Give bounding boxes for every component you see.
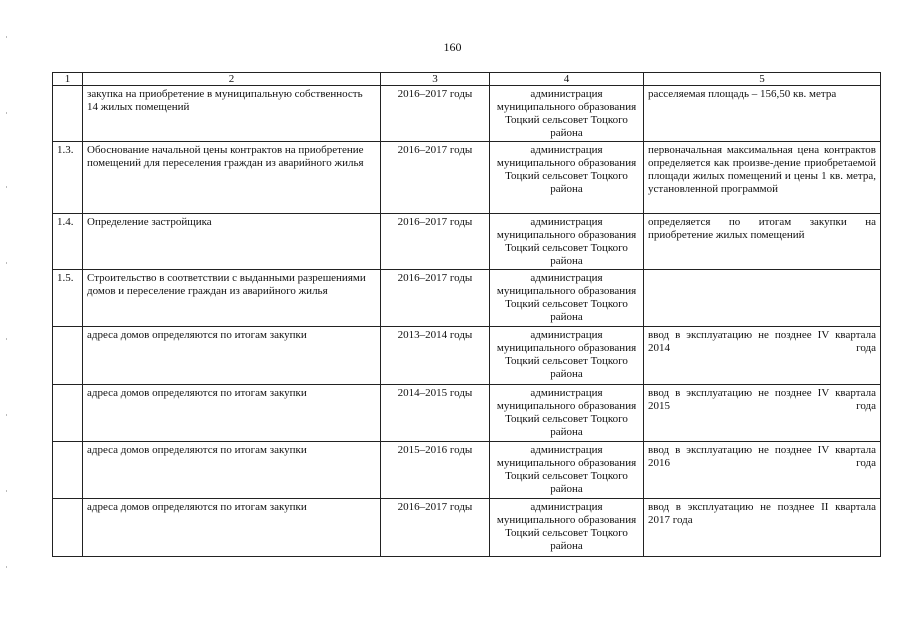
task-cell: адреса домов определяются по итогам закупки bbox=[83, 327, 381, 385]
result-cell bbox=[644, 270, 881, 327]
item-number: 1.3. bbox=[53, 142, 83, 214]
result-cell: первоначальная максимальная цена контрактов определяется как произве-дение приобретаемой площади жилых помещений и цены 1 кв. метра, установленной программой bbox=[644, 142, 881, 214]
column-header: 5 bbox=[644, 73, 881, 86]
executor-cell: администрация муниципального образования Тоцкий сельсовет Тоцкого района bbox=[490, 142, 644, 214]
measures-table bbox=[52, 72, 881, 557]
period-cell: 2015–2016 годы bbox=[381, 442, 490, 499]
task-cell: адреса домов определяются по итогам закупки bbox=[83, 385, 381, 442]
period-cell: 2016–2017 годы bbox=[381, 499, 490, 557]
task-cell: закупка на приобретение в муниципальную собственность 14 жилых помещений bbox=[83, 86, 381, 142]
scan-edge-marks bbox=[6, 0, 10, 640]
column-header: 3 bbox=[381, 73, 490, 86]
executor-cell: администрация муниципального образования Тоцкий сельсовет Тоцкого района bbox=[490, 214, 644, 270]
task-cell: Определение застройщика bbox=[83, 214, 381, 270]
period-cell: 2016–2017 годы bbox=[381, 86, 490, 142]
task-cell: адреса домов определяются по итогам закупки bbox=[83, 442, 381, 499]
item-number: 1.4. bbox=[53, 214, 83, 270]
period-cell: 2016–2017 годы bbox=[381, 142, 490, 214]
column-header: 1 bbox=[53, 73, 83, 86]
executor-cell: администрация муниципального образования Тоцкий сельсовет Тоцкого района bbox=[490, 499, 644, 557]
result-cell: ввод в эксплуатацию не позднее IV квартала 2016 года bbox=[644, 442, 881, 499]
executor-cell: администрация муниципального образования Тоцкий сельсовет Тоцкого района bbox=[490, 442, 644, 499]
item-number bbox=[53, 327, 83, 385]
table-row bbox=[53, 327, 881, 385]
result-cell: ввод в эксплуатацию не позднее II квартала 2017 года bbox=[644, 499, 881, 557]
executor-cell: администрация муниципального образования Тоцкий сельсовет Тоцкого района bbox=[490, 385, 644, 442]
item-number bbox=[53, 442, 83, 499]
table-row bbox=[53, 270, 881, 327]
result-cell: ввод в эксплуатацию не позднее IV квартала 2014 года bbox=[644, 327, 881, 385]
executor-cell: администрация муниципального образования Тоцкий сельсовет Тоцкого района bbox=[490, 86, 644, 142]
task-cell: адреса домов определяются по итогам закупки bbox=[83, 499, 381, 557]
period-cell: 2014–2015 годы bbox=[381, 385, 490, 442]
table-row bbox=[53, 86, 881, 142]
executor-cell: администрация муниципального образования Тоцкий сельсовет Тоцкого района bbox=[490, 270, 644, 327]
period-cell: 2013–2014 годы bbox=[381, 327, 490, 385]
table-row bbox=[53, 142, 881, 214]
result-cell: расселяемая площадь – 156,50 кв. метра bbox=[644, 86, 881, 142]
executor-cell: администрация муниципального образования Тоцкий сельсовет Тоцкого района bbox=[490, 327, 644, 385]
item-number bbox=[53, 86, 83, 142]
table-row bbox=[53, 442, 881, 499]
period-cell: 2016–2017 годы bbox=[381, 214, 490, 270]
task-cell: Строительство в соответствии с выданными разрешениями домов и переселение граждан из аварийного жилья bbox=[83, 270, 381, 327]
result-cell: ввод в эксплуатацию не позднее IV квартала 2015 года bbox=[644, 385, 881, 442]
column-header: 4 bbox=[490, 73, 644, 86]
item-number bbox=[53, 499, 83, 557]
column-header: 2 bbox=[83, 73, 381, 86]
item-number bbox=[53, 385, 83, 442]
table-row bbox=[53, 385, 881, 442]
task-cell: Обоснование начальной цены контрактов на приобретение помещений для переселения граждан из аварийного жилья bbox=[83, 142, 381, 214]
page-number: 160 bbox=[443, 40, 462, 54]
table-row bbox=[53, 214, 881, 270]
item-number: 1.5. bbox=[53, 270, 83, 327]
table-header-row bbox=[53, 73, 881, 86]
table-row bbox=[53, 499, 881, 557]
period-cell: 2016–2017 годы bbox=[381, 270, 490, 327]
result-cell: определяется по итогам закупки на приобретение жилых помещений bbox=[644, 214, 881, 270]
